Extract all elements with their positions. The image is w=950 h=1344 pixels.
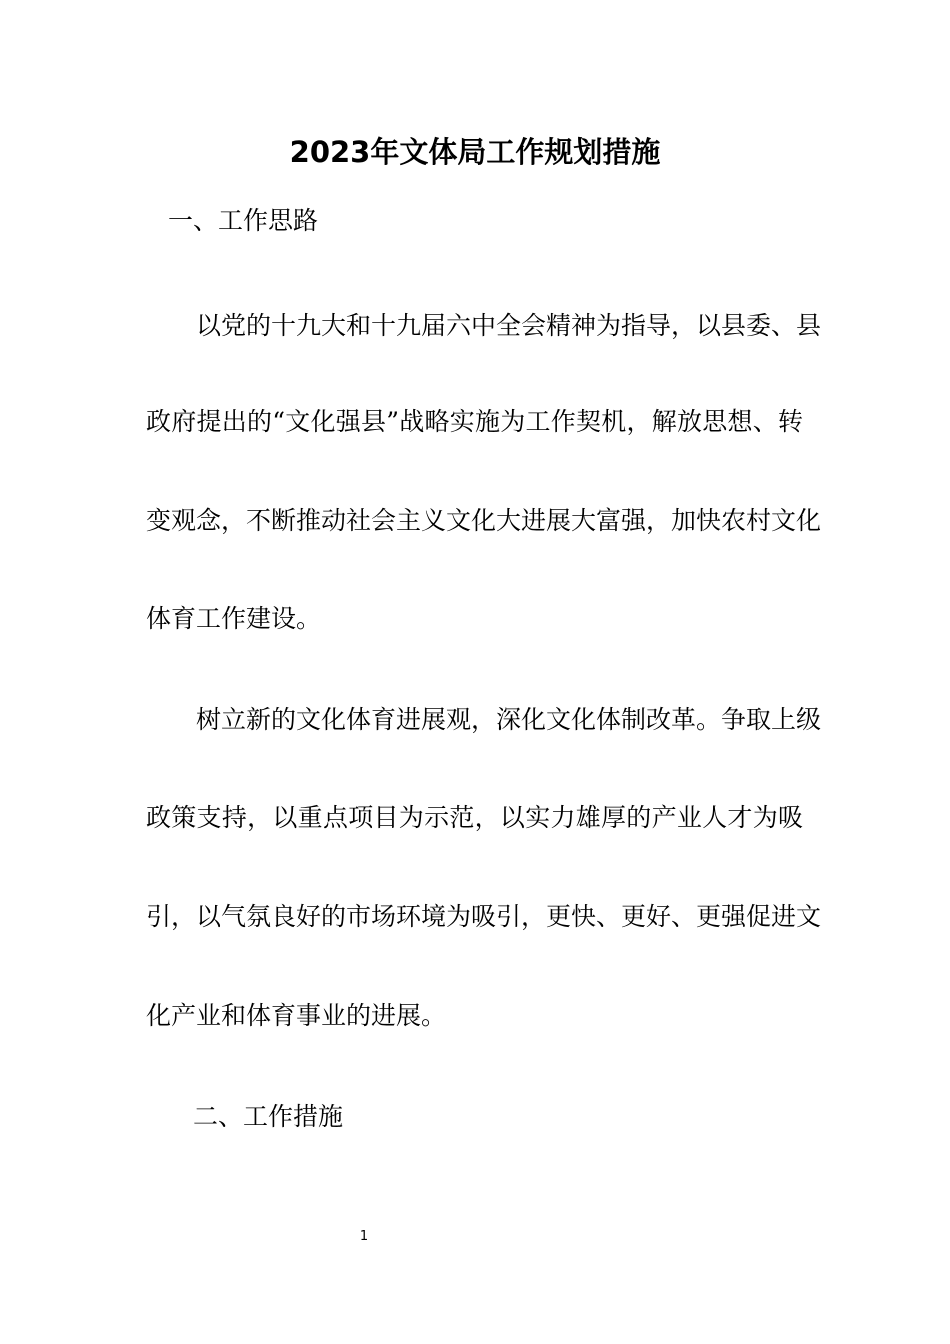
- section-heading-2: 二、工作措施: [193, 1102, 344, 1131]
- paragraph-line: 变观念，不断推动社会主义文化大进展大富强，加快农村文化: [146, 506, 822, 535]
- paragraph-line: 引，以气氛良好的市场环境为吸引，更快、更好、更强促进文: [146, 902, 822, 931]
- paragraph-line: 化产业和体育事业的进展。: [146, 1001, 447, 1030]
- paragraph-line: 体育工作建设。: [146, 604, 322, 633]
- paragraph-line: 树立新的文化体育进展观，深化文化体制改革。争取上级: [196, 705, 822, 734]
- section-heading-1: 一、工作思路: [168, 206, 319, 235]
- paragraph-line: 政策支持，以重点项目为示范，以实力雄厚的产业人才为吸: [146, 803, 803, 832]
- paragraph-line: 政府提出的“文化强县”战略实施为工作契机，解放思想、转: [146, 407, 803, 436]
- paragraph-line: 以党的十九大和十九届六中全会精神为指导，以县委、县: [196, 311, 822, 340]
- page-number: 1: [359, 1229, 369, 1244]
- page-title: 2023年文体局工作规划措施: [289, 135, 661, 169]
